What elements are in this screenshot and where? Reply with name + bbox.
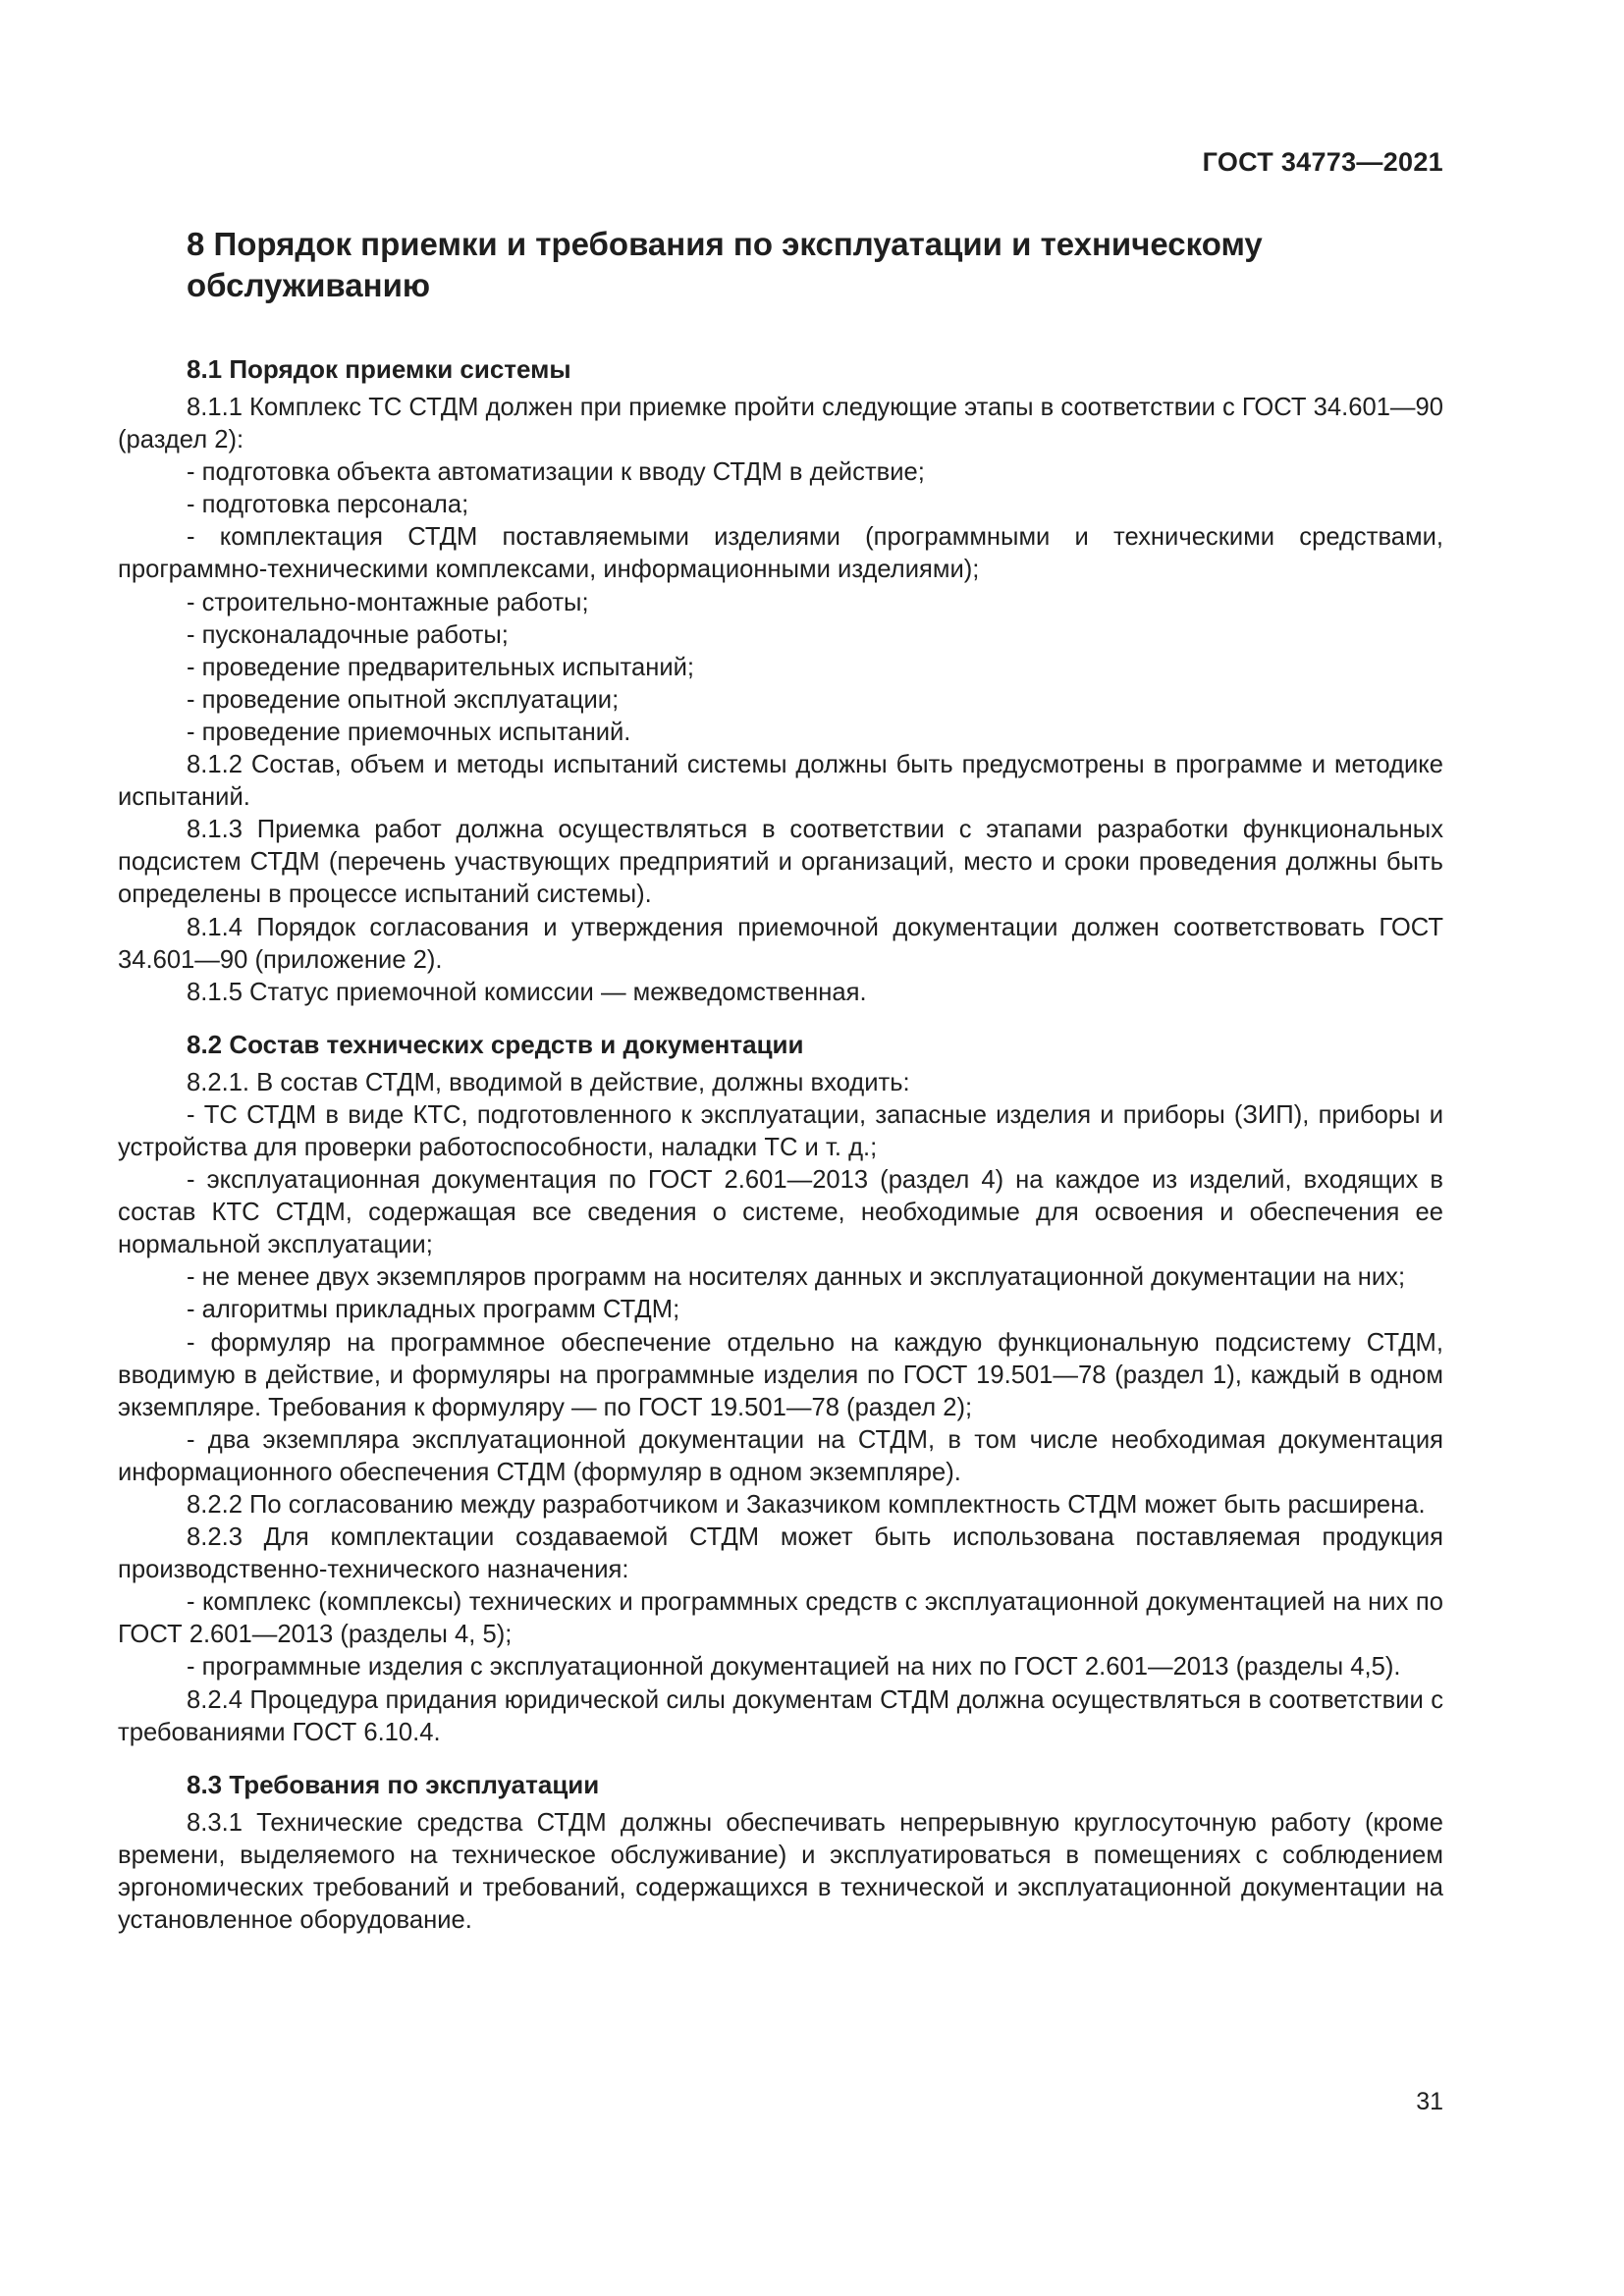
list-item: - комплектация СТДМ поставляемыми изделиями (программными и техническими средствами, программно-техническими комплексами, информационными изделиями); xyxy=(118,523,1443,584)
paragraph: 8.2.2 По согласованию между разработчиком и Заказчиком комплектность СТДМ может быть расширена. xyxy=(187,1491,1426,1519)
paragraph: 8.1.5 Статус приемочной комиссии — межведомственная. xyxy=(187,978,867,1006)
subsection-heading-8-3: 8.3 Требования по эксплуатации xyxy=(187,1769,600,1799)
paragraph: 8.1.4 Порядок согласования и утверждения приемочной документации должен соответствовать ГОСТ 34.601—90 (приложение 2). xyxy=(118,913,1443,974)
page-number: 31 xyxy=(1416,2088,1443,2115)
list-item: - не менее двух экземпляров программ на носителях данных и эксплуатационной документации на них; xyxy=(187,1263,1406,1292)
list-item: - формуляр на программное обеспечение отдельно на каждую функциональную подсистему СТДМ, вводимую в действие, и формуляры на программные изделия по ГОСТ 19.501—78 (раздел 1), каждый в одном экземпляре. Требования к формуляру — по ГОСТ 19.501—78 (раздел 2); xyxy=(118,1328,1443,1421)
paragraph: 8.2.1. В состав СТДМ, вводимой в действие, должны входить: xyxy=(187,1068,910,1096)
paragraph: 8.1.2 Состав, объем и методы испытаний системы должны быть предусмотрены в программе и методике испытаний. xyxy=(118,751,1443,812)
list-item: - эксплуатационная документация по ГОСТ 2.601—2013 (раздел 4) на каждое из изделий, входящих в состав КТС СТДМ, содержащая все сведения о системе, необходимые для освоения и обеспечения ее нормальной эксплуатации; xyxy=(118,1166,1443,1259)
list-item: - проведение приемочных испытаний. xyxy=(187,718,631,746)
subsection-heading-8-2: 8.2 Состав технических средств и документации xyxy=(187,1029,804,1059)
subsection-heading-8-1: 8.1 Порядок приемки системы xyxy=(187,354,571,384)
list-item: - пусконаладочные работы; xyxy=(187,620,509,649)
list-item: - два экземпляра эксплуатационной документации на СТДМ, в том числе необходимая документация информационного обеспечения СТДМ (формуляр в одном экземпляре). xyxy=(118,1425,1443,1486)
list-item: - строительно-монтажные работы; xyxy=(187,588,589,616)
list-item: - комплекс (комплексы) технических и программных средств с эксплуатационной документацией на них по ГОСТ 2.601—2013 (разделы 4, 5); xyxy=(118,1588,1443,1649)
paragraph: 8.3.1 Технические средства СТДМ должны обеспечивать непрерывную круглосуточную работу (кроме времени, выделяемого на техническое обслуживание) и эксплуатироваться в помещениях с соблюдением эргономических требований и требований, содержащихся в технической и эксплуатационной документации на установленное оборудование. xyxy=(118,1808,1443,1935)
list-item: - программные изделия с эксплуатационной документацией на них по ГОСТ 2.601—2013 (разделы 4,5). xyxy=(187,1653,1401,1682)
list-item: - подготовка персонала; xyxy=(187,491,469,519)
list-item: - проведение опытной эксплуатации; xyxy=(187,685,620,714)
page-content xyxy=(118,224,1443,1937)
document-id-header: ГОСТ 34773—2021 xyxy=(1202,147,1443,177)
list-item: - проведение предварительных испытаний; xyxy=(187,653,695,681)
paragraph: 8.2.4 Процедура придания юридической силы документам СТДМ должна осуществляться в соответствии с требованиями ГОСТ 6.10.4. xyxy=(118,1685,1443,1746)
paragraph: 8.2.3 Для комплектации создаваемой СТДМ может быть использована поставляемая продукция производственно-технического назначения: xyxy=(118,1523,1443,1584)
list-item: - подготовка объекта автоматизации к вводу СТДМ в действие; xyxy=(187,458,925,487)
paragraph: 8.1.1 Комплекс ТС СТДМ должен при приемке пройти следующие этапы в соответствии с ГОСТ 34.601—90 (раздел 2): xyxy=(118,394,1443,454)
section-title: 8 Порядок приемки и требования по эксплуатации и техническому обслуживанию xyxy=(187,226,1263,303)
paragraph: 8.1.3 Приемка работ должна осуществляться в соответствии с этапами разработки функциональных подсистем СТДМ (перечень участвующих предприятий и организаций, место и сроки проведения должны быть определены в процессе испытаний системы). xyxy=(118,816,1443,909)
list-item: - ТС СТДМ в виде КТС, подготовленного к эксплуатации, запасные изделия и приборы (ЗИП), приборы и устройства для проверки работоспособности, наладки ТС и т. д.; xyxy=(118,1100,1443,1161)
list-item: - алгоритмы прикладных программ СТДМ; xyxy=(187,1296,680,1324)
